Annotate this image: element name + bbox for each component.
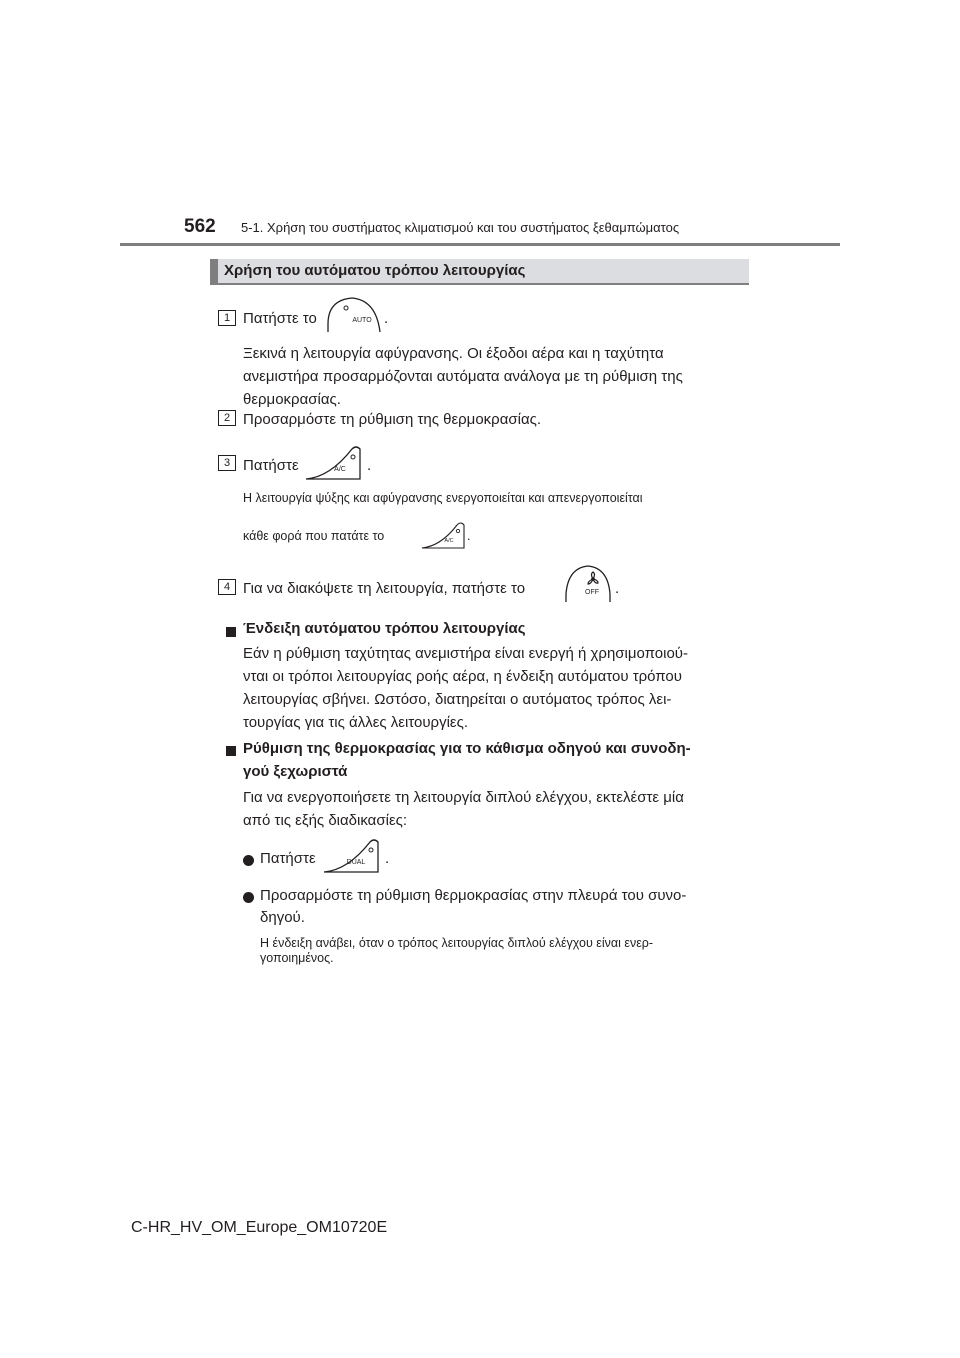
dual-button-icon xyxy=(320,836,384,874)
svg-text:AUTO: AUTO xyxy=(352,317,372,324)
note-1-line-4: τουργίας για τις άλλες λειτουργίες. xyxy=(243,714,468,731)
note-2-bullet xyxy=(226,743,236,761)
note-1-line-2: νται οι τρόποι λειτουργίας ροής αέρα, η ένδειξη αυτόματου τρόπου xyxy=(243,668,682,685)
note-1-bullet xyxy=(226,624,236,642)
step-1-post: . xyxy=(384,310,389,327)
svg-text:DUAL: DUAL xyxy=(346,859,366,866)
page-number: 562 xyxy=(184,216,216,237)
square-bullet-icon xyxy=(226,627,236,637)
bullet-dual-pre: Πατήστε xyxy=(260,850,316,867)
step-3-note-line-1: Η λειτουργία ψύξης και αφύγρανσης ενεργοποιείται και απενεργοποιείται xyxy=(243,491,643,505)
dual-note-line-1: Η ένδειξη ανάβει, όταν ο τρόπος λειτουργίας διπλού ελέγχου είναι ενερ- xyxy=(260,936,654,950)
fan-icon xyxy=(588,572,598,584)
chapter-title: 5-1. Χρήση του συστήματος κλιματισμού και του συστήματος ξεθαμπώματος xyxy=(241,220,680,235)
auto-button-icon xyxy=(322,296,384,334)
footer-document-id: C-HR_HV_OM_Europe_OM10720E xyxy=(131,1219,388,1236)
step-number-2: 2 xyxy=(218,410,236,426)
step-3-note-pre: κάθε φορά που πατάτε το xyxy=(243,529,385,543)
section-header xyxy=(210,259,749,285)
bullet-dual xyxy=(243,853,254,871)
ac-button-icon xyxy=(302,443,364,481)
svg-text:A/C: A/C xyxy=(334,466,346,473)
bullet-passenger xyxy=(243,890,254,908)
header-rule xyxy=(120,243,840,246)
step-3-post: . xyxy=(367,457,372,474)
step-number-4: 4 xyxy=(218,579,236,595)
svg-text:OFF: OFF xyxy=(585,589,599,596)
note-1-line-3: λειτουργίας σβήνει. Ωστόσο, διατηρείται ο αυτόματος τρόπος λει- xyxy=(243,691,672,708)
step-2-text: Προσαρμόστε τη ρύθμιση της θερμοκρασίας. xyxy=(243,411,542,428)
svg-text:A/C: A/C xyxy=(444,538,454,544)
note-2-heading-line-2: γού ξεχωριστά xyxy=(243,763,348,780)
step-3-pre: Πατήστε xyxy=(243,457,299,474)
step-number-3: 3 xyxy=(218,455,236,471)
round-bullet-icon xyxy=(243,855,254,866)
dual-note-line-2: γοποιημένος. xyxy=(260,951,334,965)
step-1-desc-line-3: θερμοκρασίας. xyxy=(243,391,341,408)
note-2-heading-line-1: Ρύθμιση της θερμοκρασίας για το κάθισμα οδηγού και συνοδη- xyxy=(243,740,691,757)
section-title: Χρήση του αυτόματου τρόπου λειτουργίας xyxy=(224,262,526,279)
bullet-dual-post: . xyxy=(385,850,390,867)
note-2-line-2: από τις εξής διαδικασίες: xyxy=(243,812,408,829)
step-1-pre: Πατήστε το xyxy=(243,310,317,327)
ac-button-small-icon xyxy=(419,520,467,550)
bullet-passenger-line-2: δηγού. xyxy=(260,909,305,926)
step-1-desc-line-2: ανεμιστήρα προσαρμόζονται αυτόματα ανάλογα με τη ρύθμιση της xyxy=(243,368,683,385)
section-accent xyxy=(210,259,218,283)
step-3-note-post: . xyxy=(467,529,471,543)
step-4-post: . xyxy=(615,580,620,597)
step-4-pre: Για να διακόψετε τη λειτουργία, πατήστε το xyxy=(243,580,526,597)
note-1-line-1: Εάν η ρύθμιση ταχύτητας ανεμιστήρα είναι ενεργή ή χρησιμοποιού- xyxy=(243,645,688,662)
square-bullet-icon xyxy=(226,746,236,756)
step-number-1: 1 xyxy=(218,310,236,326)
note-1-heading: Ένδειξη αυτόματου τρόπου λειτουργίας xyxy=(243,620,526,637)
step-1-desc-line-1: Ξεκινά η λειτουργία αφύγρανσης. Οι έξοδοι αέρα και η ταχύτητα xyxy=(243,345,664,362)
off-button-icon xyxy=(562,564,614,604)
bullet-passenger-line-1: Προσαρμόστε τη ρύθμιση θερμοκρασίας στην πλευρά του συνο- xyxy=(260,887,687,904)
note-2-line-1: Για να ενεργοποιήσετε τη λειτουργία διπλού ελέγχου, εκτελέστε μία xyxy=(243,789,684,806)
step-1-text xyxy=(243,307,317,330)
round-bullet-icon xyxy=(243,892,254,903)
